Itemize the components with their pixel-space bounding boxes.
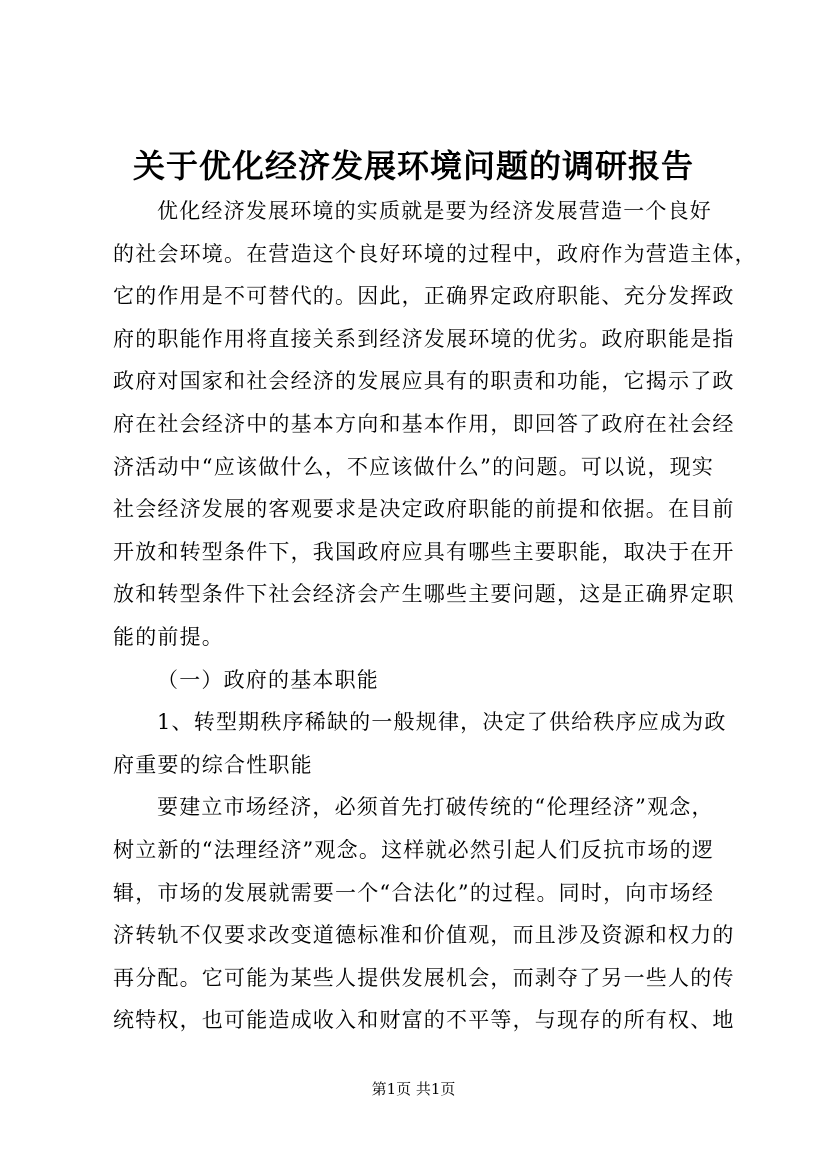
- subheading-line: 1、转型期秩序稀缺的一般规律，决定了供给秩序应成为政: [157, 710, 727, 735]
- document-title: 关于优化经济发展环境问题的调研报告: [132, 147, 694, 185]
- paragraph-line: 树立新的“法理经济”观念。这样就必然引起人们反抗市场的逻: [113, 837, 715, 862]
- paragraph-line: 放和转型条件下社会经济会产生哪些主要问题，这是正确界定职: [113, 582, 735, 607]
- paragraph-line: 它的作用是不可替代的。因此，正确界定政府职能、充分发挥政: [113, 284, 735, 309]
- paragraph-line: 济活动中“应该做什么，不应该做什么”的问题。可以说，现实: [113, 454, 715, 479]
- document-body: [113, 190, 757, 1042]
- paragraph-line: 再分配。它可能为某些人提供发展机会，而剥夺了另一些人的传: [113, 965, 735, 990]
- paragraph-line: 能的前提。: [113, 624, 224, 649]
- page-footer: 第1页 共1页: [371, 1080, 456, 1098]
- paragraph-line: 要建立市场经济，必须首先打破传统的“伦理经济”观念，: [157, 795, 714, 820]
- paragraph-line: 府的职能作用将直接关系到经济发展环境的优劣。政府职能是指: [113, 326, 735, 351]
- paragraph-line: 优化经济发展环境的实质就是要为经济发展营造一个良好: [157, 199, 712, 223]
- paragraph-line: 社会经济发展的客观要求是决定政府职能的前提和依据。在目前: [113, 497, 735, 522]
- paragraph-line: 政府对国家和社会经济的发展应具有的职责和功能，它揭示了政: [113, 369, 735, 394]
- subheading-line: 府重要的综合性职能: [113, 752, 313, 777]
- paragraph-line: 济转轨不仅要求改变道德标准和价值观，而且涉及资源和权力的: [113, 923, 735, 948]
- paragraph-line: 统特权，也可能造成收入和财富的不平等，与现存的所有权、地: [113, 1008, 735, 1033]
- paragraph-line: 开放和转型条件下，我国政府应具有哪些主要职能，取决于在开: [113, 539, 735, 564]
- paragraph-line: 府在社会经济中的基本方向和基本作用，即回答了政府在社会经: [113, 411, 735, 436]
- paragraph-line: 辑，市场的发展就需要一个“合法化”的过程。同时，向市场经: [113, 880, 715, 905]
- section-heading: （一）政府的基本职能: [157, 667, 379, 692]
- paragraph-line: 的社会环境。在营造这个良好环境的过程中，政府作为营造主体，: [113, 241, 757, 266]
